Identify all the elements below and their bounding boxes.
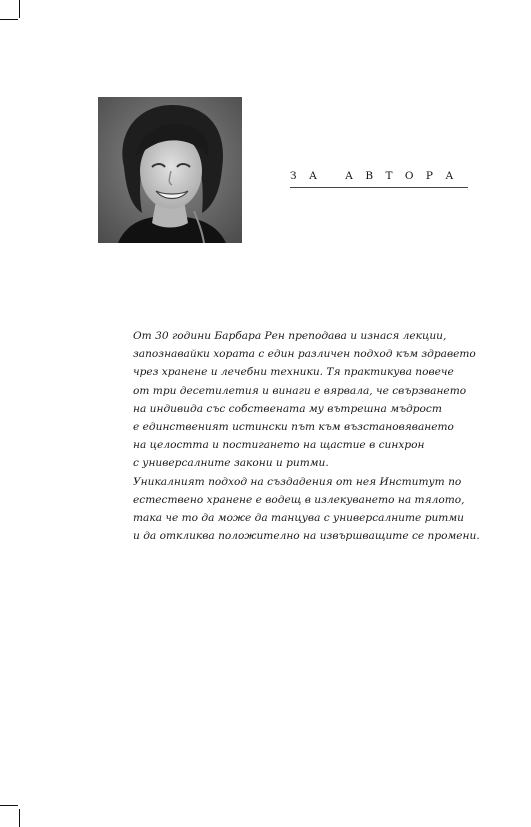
author-portrait-photo-icon <box>98 97 242 243</box>
bio-line: От 30 години Барбара Рен преподава и изнася лекции, <box>133 330 447 342</box>
bio-line: от три десетилетия и винаги е вярвала, че свързването <box>133 384 467 397</box>
bio-line: на целостта и постигането на щастие в синхрон <box>133 439 425 452</box>
crop-mark-bottom-left-horizontal <box>0 805 18 806</box>
crop-mark-bottom-left-vertical <box>19 809 20 827</box>
bio-line: чрез хранене и лечебни техники. Тя практикува повече <box>133 366 454 379</box>
bio-line: естествено хранене е водещ в излекуването на тялото, <box>133 493 465 506</box>
bio-line: е единственият истински път към възстановяването <box>133 421 454 434</box>
heading-underline <box>290 187 468 188</box>
bio-line: Уникалният подход на създадения от нея Институт по <box>133 475 462 488</box>
section-heading-about-author: ЗА АВТОРА <box>290 170 466 182</box>
bio-line: с универсалните закони и ритми. <box>133 457 329 470</box>
bio-line: така че то да може да танцува с универсалните ритми <box>133 512 464 525</box>
author-bio <box>133 327 480 545</box>
crop-mark-top-left-vertical <box>19 0 20 18</box>
bio-line: запознавайки хората с един различен подход към здравето <box>133 348 476 361</box>
crop-mark-top-left-horizontal <box>0 19 18 20</box>
bio-line: на индивида със собствената му вътрешна мъдрост <box>133 402 442 415</box>
bio-line: и да откликва положително на извършващите се промени. <box>133 530 480 543</box>
author-portrait <box>98 97 242 243</box>
